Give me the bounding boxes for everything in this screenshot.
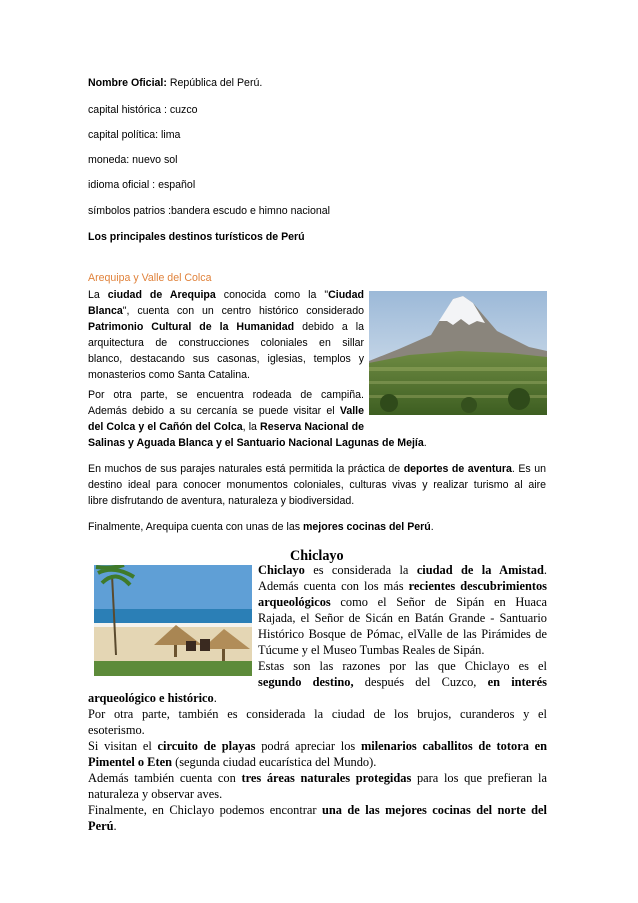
currency: moneda: nuevo sol	[88, 154, 178, 166]
political-capital: capital política: lima	[88, 129, 181, 141]
destinations-heading: Los principales destinos turísticos de Perú	[88, 231, 305, 243]
chiclayo-beach-photo	[94, 565, 252, 676]
chiclayo-intro: Chiclayo es considerada la ciudad de la Amistad. Además cuenta con los más recientes descubrimientos arqueológicos como el Señor de Sipán en Huaca Rajada, el Señor de Sicán en Batán Grande - Santuario Histórico Bosque de Pómac, elValle de las Pirámides de Túcume y el Museo Tumbas Reales de Sipán. Estas son las razones por las que Chiclayo es el segundo destino, después del Cuzco, en interés	[258, 563, 548, 689]
arequipa-volcano-photo	[369, 291, 547, 415]
arequipa-paragraph-4: Finalmente, Arequipa cuenta con unas de las mejores cocinas del Perú.	[88, 521, 434, 533]
official-name-label: Nombre Oficial:	[88, 77, 167, 89]
arequipa-title: Arequipa y Valle del Colca	[88, 272, 212, 284]
arequipa-paragraph-2: Por otra parte, se encuentra rodeada de campiña. Además debido a su cercanía se puede visitar el Valle del Colca y el Cañón del Colca, la Reserva Nacional de	[88, 389, 365, 433]
language: idioma oficial : español	[88, 179, 196, 191]
historic-capital: capital histórica : cuzco	[88, 104, 198, 116]
arequipa-paragraph-2-end: Salinas y Aguada Blanca y el Santuario Nacional Lagunas de Mejía.	[88, 437, 427, 449]
official-name-value: República del Perú.	[169, 77, 263, 89]
chiclayo-body: arqueológico e histórico. Por otra parte, también es considerada la ciudad de los brujos, curanderos y el esoterismo. Si visitan el circuito de playas podrá apreciar los milenarios caballitos de totora en Pimentel o Eten (segunda ciudad eucarística del Mundo). Además también cuenta con tres áreas naturales protegidas para los que prefieran la naturaleza y observar aves. Finalmente, en Chiclayo podemos encontrar una de las mejores cocinas del norte del Perú.	[88, 691, 548, 833]
official-name-line	[88, 77, 262, 89]
arequipa-paragraph-3: En muchos de sus parajes naturales está permitida la práctica de deportes de aventura. Es un destino ideal para conocer monumentos coloniales, culturas vivas y realizar turismo al aire libre disfrutando de aventura, naturaleza y biodiversidad.	[88, 463, 546, 507]
arequipa-paragraph-1: La ciudad de Arequipa conocida como la "Ciudad Blanca", cuenta con un centro histórico considerado Patrimonio Cultural de la Humanidad debido a la arquitectura de construcciones coloniales en sillar blanco, destacando sus casonas, iglesias, templos y monasterios como Santa Catalina.	[88, 289, 364, 381]
national-symbols: símbolos patrios :bandera escudo e himno nacional	[88, 205, 331, 217]
chiclayo-title: Chiclayo	[290, 548, 344, 564]
